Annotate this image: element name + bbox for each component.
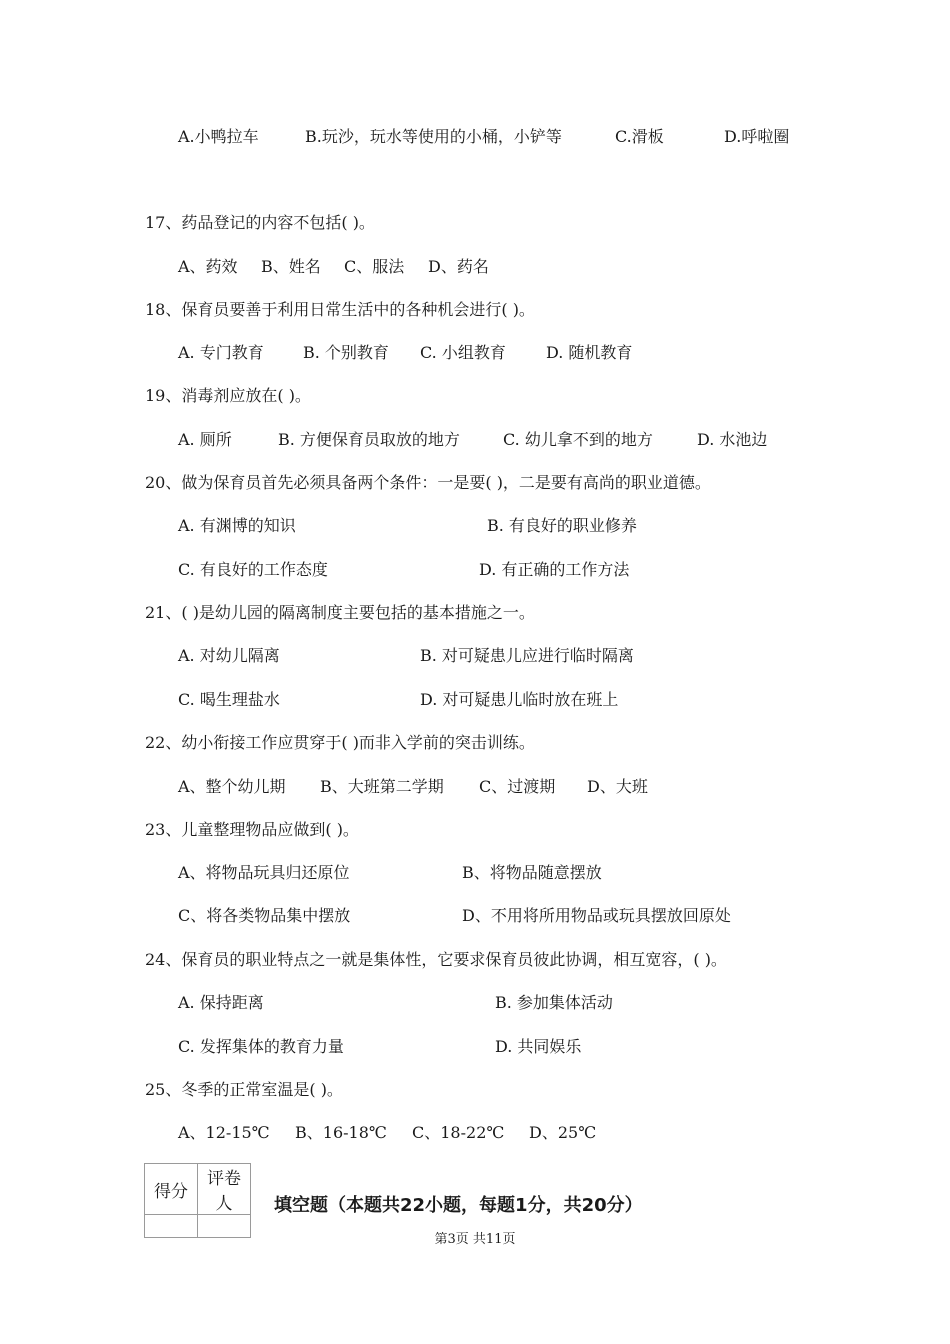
grader-label: 评卷人	[198, 1164, 251, 1215]
q20-option-b: B. 有良好的职业修养	[487, 516, 637, 535]
q18-option-b: B. 个别教育	[303, 343, 389, 362]
q16-option-b: B.玩沙，玩水等使用的小桶，小铲等	[305, 127, 562, 146]
q16-option-a: A.小鸭拉车	[178, 127, 259, 146]
q23-option-b: B、将物品随意摆放	[462, 863, 602, 882]
q19-option-c: C. 幼儿拿不到的地方	[503, 430, 653, 449]
q18-option-a: A. 专门教育	[178, 343, 264, 362]
section-title: 填空题（本题共22小题，每题1分，共20分）	[274, 1195, 643, 1216]
q25-option-a: A、12-15℃	[178, 1123, 270, 1142]
q23-option-a: A、将物品玩具归还原位	[178, 863, 350, 882]
question-20-stem: 20、做为保育员首先必须具备两个条件：一是要( )，二是要有高尚的职业道德。	[145, 473, 711, 492]
q23-option-c: C、将各类物品集中摆放	[178, 906, 351, 925]
q17-option-d: D、药名	[428, 257, 489, 276]
q25-option-c: C、18-22℃	[412, 1123, 505, 1142]
q24-option-c: C. 发挥集体的教育力量	[178, 1037, 344, 1056]
q18-option-d: D. 随机教育	[546, 343, 633, 362]
q23-option-d: D、不用将所用物品或玩具摆放回原处	[462, 906, 731, 925]
q17-option-a: A、药效	[178, 257, 238, 276]
q21-option-a: A. 对幼儿隔离	[178, 646, 280, 665]
question-17-stem: 17、药品登记的内容不包括( )。	[145, 213, 375, 232]
q17-option-b: B、姓名	[261, 257, 321, 276]
question-25-stem: 25、冬季的正常室温是( )。	[145, 1080, 343, 1099]
q22-option-c: C、过渡期	[479, 777, 556, 796]
q25-option-b: B、16-18℃	[295, 1123, 387, 1142]
q21-option-d: D. 对可疑患儿临时放在班上	[420, 690, 619, 709]
page-footer: 第3页 共11页	[434, 1232, 516, 1247]
q19-option-d: D. 水池边	[697, 430, 768, 449]
q24-option-a: A. 保持距离	[178, 993, 264, 1012]
q20-option-a: A. 有渊博的知识	[178, 516, 296, 535]
score-label: 得分	[145, 1164, 198, 1215]
q19-option-b: B. 方便保育员取放的地方	[278, 430, 460, 449]
question-19-stem: 19、消毒剂应放在( )。	[145, 386, 311, 405]
q21-option-c: C. 喝生理盐水	[178, 690, 280, 709]
question-18-stem: 18、保育员要善于利用日常生活中的各种机会进行( )。	[145, 300, 535, 319]
q22-option-b: B、大班第二学期	[320, 777, 444, 796]
question-21-stem: 21、( )是幼儿园的隔离制度主要包括的基本措施之一。	[145, 603, 535, 622]
q24-option-b: B. 参加集体活动	[495, 993, 613, 1012]
q21-option-b: B. 对可疑患儿应进行临时隔离	[420, 646, 634, 665]
q25-option-d: D、25℃	[529, 1123, 597, 1142]
q16-option-c: C.滑板	[615, 127, 664, 146]
q16-option-d: D.呼啦圈	[724, 127, 790, 146]
question-23-stem: 23、儿童整理物品应做到( )。	[145, 820, 359, 839]
q22-option-d: D、大班	[587, 777, 648, 796]
score-box	[144, 1163, 251, 1238]
q24-option-d: D. 共同娱乐	[495, 1037, 582, 1056]
q20-option-d: D. 有正确的工作方法	[479, 560, 630, 579]
q22-option-a: A、整个幼儿期	[178, 777, 286, 796]
q20-option-c: C. 有良好的工作态度	[178, 560, 328, 579]
question-22-stem: 22、幼小衔接工作应贯穿于( )而非入学前的突击训练。	[145, 733, 535, 752]
q19-option-a: A. 厕所	[178, 430, 232, 449]
q17-option-c: C、服法	[344, 257, 405, 276]
question-24-stem: 24、保育员的职业特点之一就是集体性，它要求保育员彼此协调，相互宽容，( )。	[145, 950, 727, 969]
q18-option-c: C. 小组教育	[420, 343, 506, 362]
